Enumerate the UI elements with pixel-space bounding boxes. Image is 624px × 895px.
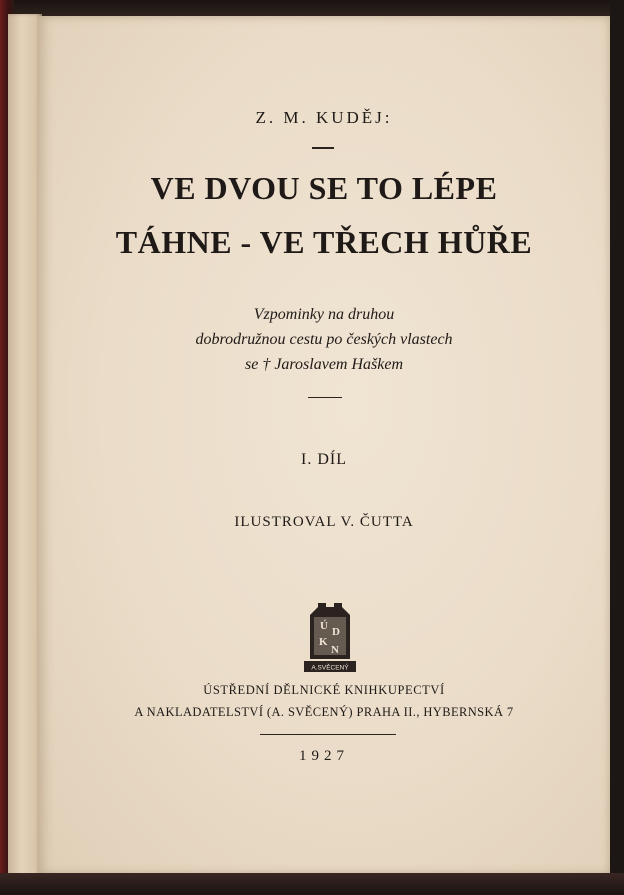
title-page (38, 16, 610, 874)
subtitle-line-2: dobrodružnou cestu po českých vlastech (195, 331, 453, 348)
divider-subtitle (308, 397, 342, 398)
title-line-2: TÁHNE - VE TŘECH HŮŘE (115, 224, 533, 260)
logo-caption: A.SVĚCENÝ (311, 664, 349, 672)
logo-letter-n: N (331, 644, 339, 656)
volume-part: I. DÍL (301, 451, 347, 468)
book-spine-edge (8, 14, 42, 880)
title-line-1: VE DVOU SE TO LÉPE (150, 170, 498, 206)
book-bottom-edge (0, 873, 624, 895)
publication-year: 1927 (299, 748, 349, 764)
subtitle-line-3: se † Jaroslavem Haškem (244, 356, 404, 373)
logo-letter-k: K (319, 636, 328, 648)
author-name: Z. M. KUDĚJ: (255, 108, 393, 127)
divider-short (312, 147, 334, 149)
book-right-edge (610, 0, 624, 895)
publisher-line-1: ÚSTŘEDNÍ DĚLNICKÉ KNIHKUPECTVÍ (203, 683, 445, 697)
illustrator-credit: ILUSTROVAL V. ČUTTA (234, 514, 414, 530)
divider-publisher (260, 734, 396, 735)
publisher-logo-icon (304, 601, 356, 673)
logo-letter-u: Ú (320, 620, 328, 632)
logo-letter-d: D (332, 626, 340, 638)
subtitle-line-1: Vzpominky na druhou (253, 306, 395, 323)
book-top-edge (0, 0, 624, 16)
publisher-line-2: A NAKLADATELSTVÍ (A. SVĚCENÝ) PRAHA II., HYBERNSKÁ 7 (134, 705, 514, 719)
